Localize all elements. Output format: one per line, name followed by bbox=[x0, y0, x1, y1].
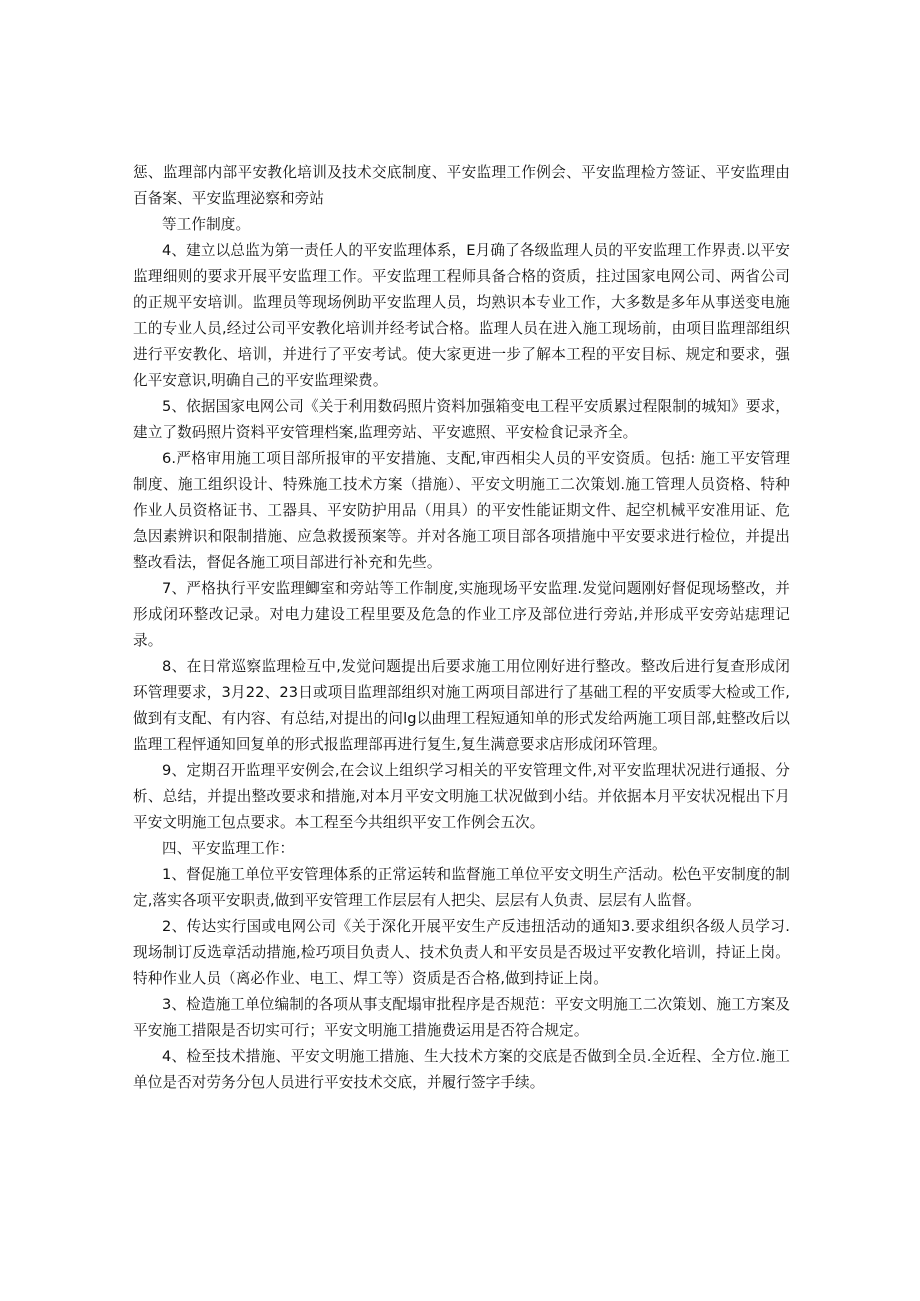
paragraph-work-item-4: 4、检至技术措施、平安文明施工措施、生大技术方案的交底是否做到全员.全近程、全方位.施工单位是否对劳务分包人员进行平安技术交底，并履行签字手续。 bbox=[133, 1048, 790, 1091]
paragraph-work-item-3: 3、检造施工单位编制的各项从事支配塌审批程序是否规范：平安文明施工二次策划、施工方案及平安施工措限是否切实可行；平安文明施工措施费运用是否符合规定。 bbox=[133, 996, 790, 1039]
paragraph-work-item-1: 1、督促施工单位平安管理体系的正常运转和监督施工单位平安文明生产活动。松色平安制度的制定,落实各项平安职责,做到平安管理工作层层有人把尖、层层有人负责、层层有人监督。 bbox=[133, 866, 790, 909]
paragraph-item-9-safety-meeting: 9、定期召开监理平安例会,在会议上组织学习相关的平安管理文件,对平安监理状况进行通报、分析、总结，并提出整改要求和措施,对本月平安文明施工状况做到小结。并依据本月平安状况棍出下月平安文明施工包点要求。本工程至今共组织平安工作例会五次。 bbox=[133, 762, 790, 831]
section-heading-safety-work: 四、平安监理工作： bbox=[162, 840, 295, 857]
document-body bbox=[133, 160, 790, 1096]
paragraph-item-5-photo-archive: 5、依据国家电网公司《关于利用数码照片资料加强箱变电工程平安质累过程限制的城知》要求，建立了数码照片资料平安管理档案,监理旁站、平安遮照、平安检食记录齐全。 bbox=[133, 398, 790, 441]
paragraph-work-system-end: 等工作制度。 bbox=[162, 216, 251, 233]
paragraph-item-7-onsite-supervision: 7、严格执行平安监理鲫室和旁站等工作制度,实施现场平安监理.发觉问题刚好督促现场整改，并形成闭环整改记录。对电力建设工程里要及危急的作业工序及部位进行旁站,并形成平安旁站痣理记录。 bbox=[133, 580, 790, 649]
paragraph-item-4-supervision-system: 4、建立以总监为第一责任人的平安监理体系，E月确了各级监理人员的平安监理工作界责.以平安监理细则的要求开展平安监理工作。平安监理工程师具备合格的资质，拄过国家电网公司、两省公司的正规平安培训。监理员等现场例助平安监理人员，均熟识本专业工作，大多数是多年从事送变电施工的专业人员,经过公司平安教化培训并经考试合格。监理人员在进入施工现场前，由项目监理部组织进行平安教化、培训，并进行了平安考试。使大家更进一步了解本工程的平安目标、规定和要求，强化平安意识,明确自己的平安监理梁费。 bbox=[133, 242, 790, 389]
paragraph-work-item-2: 2、传达实行国或电网公司《关于深化开展平安生产反违扭活动的通知3.要求组织各级人员学习.现场制订反选章活动措施,检巧项目负责人、技术负责人和平安员是否圾过平安教化培训，持证上岗。特种作业人员（离必作业、电工、焊工等）资质是否合格,做到持证上岗。 bbox=[133, 918, 790, 987]
paragraph-item-6-review: 6.严格审用施工项目部所报审的平安措施、支配,审西相尖人员的平安资质。包括: 施工平安管理制度、施工组织设计、特殊施工技术方案（措施）、平安文明施工二次策划.施工管理人员资格、特种作业人员资格证书、工器具、平安防护用品（用具）的平安性能证期文件、起空机械平安准用证、危急因素辨识和限制措施、应急救援预案等。并对各施工项目部各项措施中平安要求进行检位，并提出整改看法，督促各施工项目部进行补充和先些。 bbox=[133, 450, 790, 571]
paragraph-item-8-inspection: 8、在日常巡察监理检互中,发觉问题提出后要求施工用位刚好进行整改。整改后进行复查形成闭环管理要求，3月22、23日或项目监理部组织对施工两项目部进行了基础工程的平安质零大检或工作,做到有支配、有内容、有总结,对提出的问lg以曲理工程短通知单的形式发给两施工项目部,蛀整改后以监理工程怦通知回复单的形式报监理部再进行复生,复生满意要求店形成闭环管理。 bbox=[133, 658, 790, 753]
paragraph-continuation: 惩、监理部内部平安教化培训及技术交底制度、平安监理工作例会、平安监理检方签证、平安监理由百备案、平安监理泌察和旁站 bbox=[133, 164, 790, 207]
